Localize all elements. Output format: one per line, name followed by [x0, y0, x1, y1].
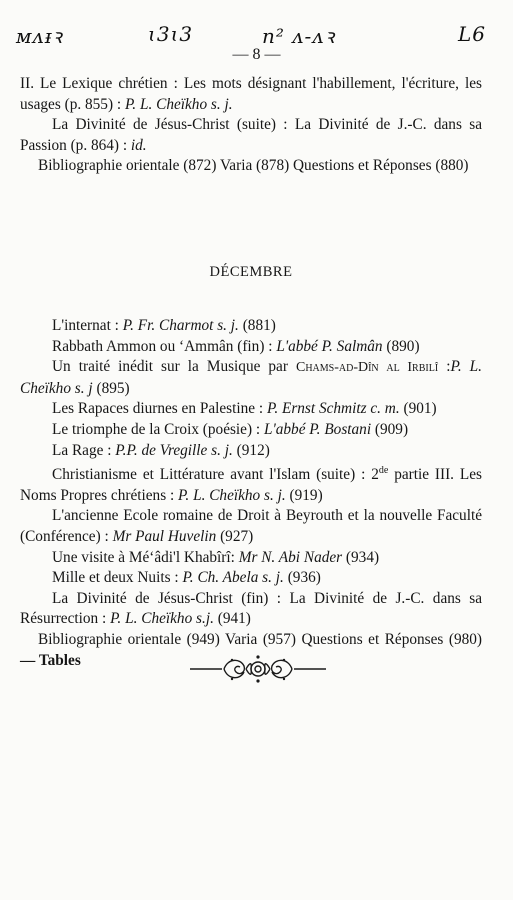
- toc-entry: Christianisme et Littérature avant l'Islam (suite) : 2de partie III. Les Noms Propres chrétiens : P. L. Cheïkho s. j. (919): [20, 465, 482, 504]
- author: P. Fr. Charmot s. j.: [122, 317, 239, 334]
- toc-entry: Bibliographie orientale (872) Varia (878) Questions et Réponses (880): [38, 157, 469, 175]
- author: L'abbé P. Bostani: [263, 420, 372, 438]
- toc-entry: L'ancienne Ecole romaine de Droit à Beyrouth et la nouvelle Faculté (Conférence) : Mr Paul Huvelin (927): [20, 507, 482, 546]
- author: P. Ch. Abela s. j.: [182, 569, 284, 587]
- author: Mr Paul Huvelin: [112, 528, 217, 546]
- superscript: de: [378, 465, 389, 477]
- toc-entry: L'internat : P. Fr. Charmot s. j. (881): [52, 317, 276, 334]
- author: P. Ernst Schmitz c. m.: [266, 400, 400, 418]
- handwritten-note: ᴍᴧᵻꝛ: [16, 24, 63, 48]
- toc-entry: Mille et deux Nuits : P. Ch. Abela s. j. (936): [52, 569, 321, 587]
- toc-entry: Un traité inédit sur la Musique par Chams-ad-Dîn al Irbilî :P. L. Cheïkho s. j (895): [20, 358, 483, 397]
- author: P.P. de Vregille s. j.: [115, 441, 233, 459]
- author-name: Chams-ad-Dîn al Irbilî: [295, 360, 439, 376]
- toc-entry: Une visite à Mé‘âdi'l Khabîrî: Mr N. Abi Nader (934): [52, 548, 380, 566]
- handwritten-note: L6: [458, 22, 487, 46]
- toc-entry: II. Le Lexique chrétien : Les mots désignant l'habillement, l'écriture, les usages (p. 855) : P. L. Cheïkho s. j.: [20, 75, 482, 113]
- tables-label: — Tables: [20, 651, 81, 669]
- author: L'abbé P. Salmân: [276, 337, 383, 355]
- december-section: [20, 262, 482, 671]
- author: Mr N. Abi Nader: [238, 548, 343, 566]
- author: P. L. Cheïkho s.j.: [110, 610, 214, 628]
- toc-entry: La Rage : P.P. de Vregille s. j. (912): [52, 441, 270, 459]
- author: id.: [130, 136, 147, 154]
- author: P. L. Cheïkho s. j.: [178, 486, 286, 504]
- toc-entry: La Divinité de Jésus-Christ (suite) : La Divinité de J.-C. dans sa Passion (p. 864) : id.: [20, 116, 482, 154]
- author: P. L. Cheïkho s. j.: [124, 95, 233, 113]
- toc-entry: Les Rapaces diurnes en Palestine : P. Ernst Schmitz c. m. (901): [52, 400, 437, 418]
- toc-entry: Bibliographie orientale (949) Varia (957) Questions et Réponses (980) — Tables: [20, 631, 482, 669]
- author: P. L. Cheïkho s. j: [20, 358, 483, 397]
- handwritten-note: n² ᴧ-ᴧꝛ: [262, 24, 336, 48]
- november-continuation: [20, 74, 482, 177]
- toc-entry: Rabbath Ammon ou ‘Ammân (fin) : L'abbé P. Salmân (890): [52, 337, 420, 355]
- handwritten-note: ɩ3ɩ3: [148, 22, 194, 46]
- toc-entry: Le triomphe de la Croix (poésie) : L'abbé P. Bostani (909): [52, 420, 409, 438]
- ornament-icon: [188, 652, 328, 686]
- toc-entry: La Divinité de Jésus-Christ (fin) : La Divinité de J.-C. dans sa Résurrection : P. L. Cheïkho s.j. (941): [20, 589, 482, 628]
- month-heading: DÉCEMBRE: [209, 264, 293, 280]
- page-number: — 8 —: [232, 46, 281, 63]
